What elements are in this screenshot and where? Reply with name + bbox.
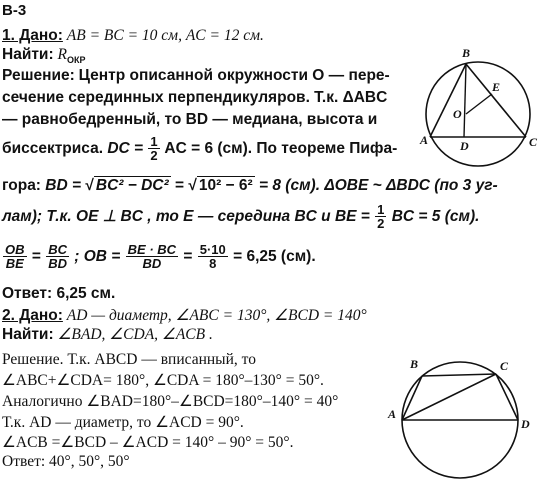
p1-sol-line-4: [2, 134, 397, 164]
p2-label-c: C: [500, 359, 509, 373]
p1-find-label: Найти:: [2, 46, 54, 63]
ratio-n4: 5·10: [199, 242, 226, 258]
p2-label-b: B: [410, 357, 419, 371]
p1-given: AB = BC = 10 см, AC = 12 см.: [66, 27, 264, 44]
p1-sol-5a: гора:: [2, 177, 41, 194]
p2-sol-5: ∠ACB =∠BCD – ∠ACD = 140° – 90° = 50°.: [2, 434, 294, 451]
p2-label-a: A: [388, 407, 397, 421]
p1-figure: [416, 44, 548, 174]
p2-side-bc: [422, 374, 496, 376]
ratio-res: = 6,25 (см).: [233, 248, 316, 265]
p1-sol-line-2: сечение серединных перпендикуляров. Т.к. ΔABC: [2, 89, 388, 106]
half-num-2: 1: [377, 202, 385, 218]
p1-label-o: O: [453, 107, 462, 121]
p2-sol-1: Решение. Т.к. ABCD — вписанный, то: [2, 351, 256, 368]
p1-sol-line-1: [2, 67, 390, 85]
half-fraction-2: [375, 203, 386, 230]
ratio-n3: BE · BC: [127, 242, 177, 258]
p2-figure: [374, 342, 540, 480]
p1-label-a: A: [420, 133, 429, 147]
half-num: 1: [150, 134, 158, 150]
ratio-frac-2: [46, 243, 69, 270]
ratio-d4: 8: [209, 256, 217, 272]
p1-sol-4a: биссектриса.: [2, 140, 104, 157]
p1-label-d: D: [460, 139, 469, 153]
p2-find-line: [2, 326, 213, 344]
p1-sol-line-3: — равнобедренный, то BD — медиана, высота и: [2, 111, 378, 128]
p1-label-c: C: [529, 135, 538, 149]
ratio-eq2: =: [183, 248, 193, 265]
p1-side-ab: [430, 64, 466, 137]
p1-label-b: B: [462, 46, 471, 60]
p1-find-line: [2, 46, 85, 69]
p2-sol-2: ∠ABC+∠CDA= 180°, ∠CDA = 180°–130° = 50°.: [2, 372, 324, 389]
ratio-sep: ; OB =: [74, 248, 121, 265]
p1-segment-oe: [466, 94, 492, 114]
p1-sol-5d: = 8 (см). ΔOBE ~ ΔBDC (по 3 уг-: [259, 177, 498, 194]
p2-given-line: [2, 307, 367, 325]
p1-sol-6a: лам); Т.к. OE ⊥ BC , то E — середина BC и BE =: [2, 208, 370, 225]
ratio-frac-4: [198, 243, 228, 270]
p2-label-d: D: [521, 417, 530, 431]
ratio-d2: BD: [48, 256, 67, 272]
p1-answer: Ответ: 6,25 см.: [2, 285, 116, 302]
p1-find: R: [57, 46, 67, 63]
p1-sol-line-6: [2, 202, 479, 232]
p2-find-label: Найти:: [2, 326, 54, 343]
ratio-n1: OB: [5, 242, 25, 258]
half-fraction: [148, 135, 159, 162]
p1-sol-4b: DC =: [107, 140, 144, 157]
p1-label-e: E: [492, 80, 501, 94]
p2-find: ∠BAD, ∠CDA, ∠ACB .: [57, 326, 213, 343]
p2-side-ab: [402, 376, 422, 420]
ratio-d1: BE: [5, 256, 24, 272]
p1-sol-5b: BD =: [45, 177, 82, 194]
p1-sol-4c: AC = 6 (см). По теореме Пифа-: [164, 140, 398, 157]
p1-find-sub: ОКР: [66, 55, 86, 66]
ratio-line: [2, 240, 316, 274]
p1-sol-label: Решение:: [2, 67, 75, 84]
sqrt-1: BC² − DC²: [95, 177, 169, 194]
p1-given-label: 1. Дано:: [2, 27, 63, 44]
p1-sol-line-5: гора: BD = √ BC² − DC² = √ 10² − 6² = 8 (см). ΔOBE ~ ΔBDC (по 3 уг-: [2, 177, 498, 194]
ratio-n2: BC: [48, 242, 67, 258]
ratio-d3: BD: [142, 256, 162, 272]
ratio-frac-3: [126, 243, 178, 270]
sqrt-2: 10² − 6²: [198, 177, 253, 194]
half-den: 2: [150, 148, 158, 164]
variant-heading: В-3: [2, 2, 27, 19]
p2-side-cd: [496, 374, 518, 420]
p1-segment-bd: [464, 64, 466, 137]
p2-answer: Ответ: 40°, 50°, 50°: [2, 453, 130, 470]
p2-sol-3: Аналогично ∠BAD=180°–∠BCD=180°–140° = 40°: [2, 393, 339, 410]
ratio-eq: =: [31, 248, 41, 265]
p2-given: AD — диаметр, ∠ABC = 130°, ∠BCD = 140°: [66, 307, 367, 324]
p1-sol-6b: BC = 5 (см).: [391, 208, 480, 225]
p2-sol-4: Т.к. AD — диаметр, то ∠ACD = 90°.: [2, 414, 244, 431]
half-den-2: 2: [377, 216, 385, 232]
p1-sol-5c: =: [174, 177, 185, 194]
p1-sol-1: Центр описанной окружности O — пере-: [78, 67, 390, 84]
p1-given-line: [2, 27, 264, 45]
p1-side-bc: [466, 64, 526, 137]
ratio-frac-1: [3, 243, 27, 270]
p2-given-label: 2. Дано:: [2, 307, 63, 324]
